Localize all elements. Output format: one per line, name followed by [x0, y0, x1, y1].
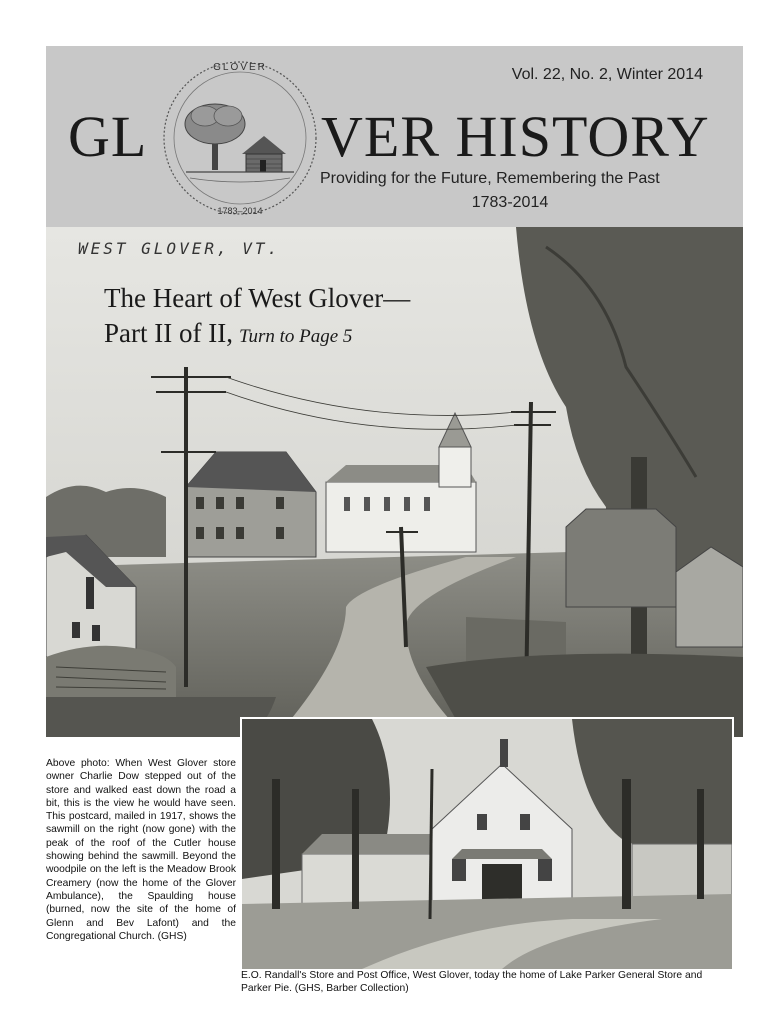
volume-issue: Vol. 22, No. 2, Winter 2014	[511, 66, 703, 83]
masthead	[46, 46, 743, 227]
seal-years: 1783–2014	[217, 206, 263, 216]
feature-title-part: Part II of II,	[104, 318, 233, 348]
masthead-years: 1783-2014	[471, 194, 549, 211]
inset-photo-illustration	[242, 719, 732, 969]
feature-title	[104, 281, 410, 354]
title-left: GL	[68, 104, 148, 169]
turn-to-page-link[interactable]: Turn to Page 5	[238, 326, 353, 347]
seal-name: GLOVER	[213, 62, 267, 73]
main-photo-west-glover	[46, 227, 743, 737]
glover-seal-logo	[160, 58, 320, 218]
inset-photo-caption: E.O. Randall's Store and Post Office, West Glover, today the home of Lake Parker General Store and Parker Pie. (GHS, Barber Collection)	[241, 970, 703, 994]
title-right: VER HISTORY	[321, 104, 710, 169]
inset-photo-randall-store	[240, 717, 734, 971]
feature-title-line2	[104, 316, 410, 354]
handwritten-location-label: WEST GLOVER, VT.	[78, 239, 281, 258]
feature-title-line1: The Heart of West Glover—	[104, 283, 411, 313]
tagline: Providing for the Future, Remembering the Past	[320, 170, 660, 187]
main-photo-caption: Above photo: When West Glover store owner Charlie Dow stepped out of the store and walked east down the road a bit, this is the view he would have seen. This postcard, mailed in 1917, shows the sawmill on the right (now gone) with the peak of the roof of the Cutler house showing behind the sawmill. Beyond the woodpile on the left is the Meadow Brook Creamery (now the home of the Glover Ambulance), the Spaulding house (burned, now the site of the home of Glenn and Bev Lafont) and the Congregational Church. (GHS)	[46, 758, 236, 942]
